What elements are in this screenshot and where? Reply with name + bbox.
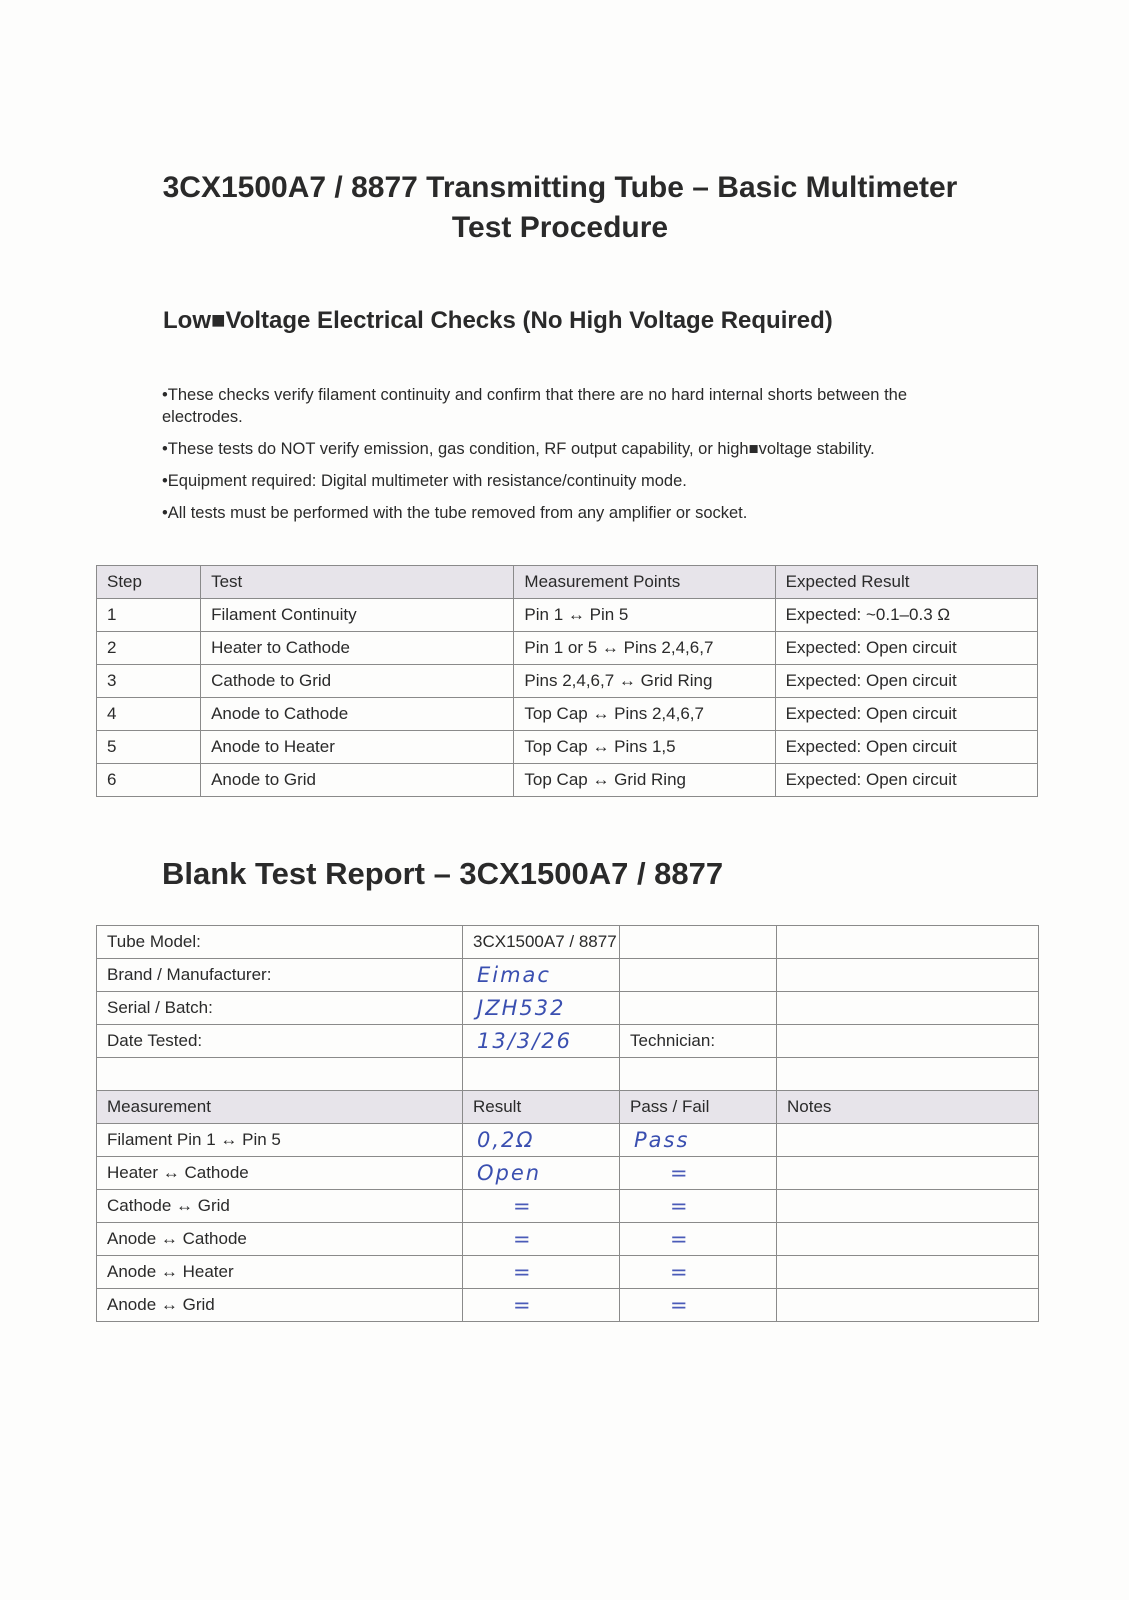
table-row bbox=[97, 1124, 1039, 1157]
technician-value bbox=[777, 1025, 1039, 1058]
date-row bbox=[97, 1025, 1039, 1058]
empty-cell bbox=[777, 926, 1039, 959]
table-row bbox=[97, 698, 1038, 731]
empty-cell bbox=[777, 992, 1039, 1025]
result-handwritten: Open bbox=[463, 1157, 620, 1190]
expected-cell: Expected: Open circuit bbox=[775, 764, 1037, 797]
empty-cell bbox=[620, 959, 777, 992]
bullet-item: • These checks verify filament continuity and confirm that there are no hard internal shorts between the electrodes. bbox=[162, 384, 982, 428]
expected-cell: Expected: ~0.1–0.3 Ω bbox=[775, 599, 1037, 632]
points-cell: Top Cap ↔ Pins 2,4,6,7 bbox=[514, 698, 775, 731]
step-cell: 6 bbox=[97, 764, 201, 797]
brand-handwritten: Eimac bbox=[463, 959, 620, 992]
step-cell: 1 bbox=[97, 599, 201, 632]
points-cell: Top Cap ↔ Grid Ring bbox=[514, 764, 775, 797]
result-handwritten: 0,2Ω bbox=[463, 1124, 620, 1157]
expected-cell: Expected: Open circuit bbox=[775, 731, 1037, 764]
table-row bbox=[97, 599, 1038, 632]
table-row bbox=[97, 764, 1038, 797]
header-cell: Expected Result bbox=[775, 566, 1037, 599]
measurement-cell: Filament Pin 1 ↔ Pin 5 bbox=[97, 1124, 463, 1157]
expected-cell: Expected: Open circuit bbox=[775, 665, 1037, 698]
step-cell: 4 bbox=[97, 698, 201, 731]
empty-cell bbox=[463, 1058, 620, 1091]
step-cell: 2 bbox=[97, 632, 201, 665]
bullet-list bbox=[162, 384, 982, 534]
test-cell: Anode to Grid bbox=[201, 764, 514, 797]
points-cell: Pin 1 ↔ Pin 5 bbox=[514, 599, 775, 632]
blank-row bbox=[97, 1058, 1039, 1091]
pass-fail-handwritten: = bbox=[620, 1256, 777, 1289]
test-cell: Anode to Heater bbox=[201, 731, 514, 764]
result-handwritten: = bbox=[463, 1190, 620, 1223]
measurement-cell: Anode ↔ Heater bbox=[97, 1256, 463, 1289]
table-row bbox=[97, 632, 1038, 665]
notes-cell bbox=[777, 1190, 1039, 1223]
notes-cell bbox=[777, 1256, 1039, 1289]
expected-cell: Expected: Open circuit bbox=[775, 698, 1037, 731]
table-row bbox=[97, 1157, 1039, 1190]
result-handwritten: = bbox=[463, 1223, 620, 1256]
bullet-item: • These tests do NOT verify emission, gas condition, RF output capability, or high■voltage stability. bbox=[162, 438, 982, 460]
header-cell: Step bbox=[97, 566, 201, 599]
serial-row bbox=[97, 992, 1039, 1025]
table-row bbox=[97, 1190, 1039, 1223]
table-row bbox=[97, 731, 1038, 764]
header-cell: Measurement bbox=[97, 1091, 463, 1124]
test-cell: Filament Continuity bbox=[201, 599, 514, 632]
empty-cell bbox=[777, 959, 1039, 992]
notes-cell bbox=[777, 1289, 1039, 1322]
header-cell: Measurement Points bbox=[514, 566, 775, 599]
measurement-cell: Anode ↔ Grid bbox=[97, 1289, 463, 1322]
date-handwritten: 13/3/26 bbox=[463, 1025, 620, 1058]
brand-label: Brand / Manufacturer: bbox=[97, 959, 463, 992]
technician-label: Technician: bbox=[620, 1025, 777, 1058]
table-row bbox=[97, 1289, 1039, 1322]
result-handwritten: = bbox=[463, 1289, 620, 1322]
header-cell: Test bbox=[201, 566, 514, 599]
measurement-cell: Heater ↔ Cathode bbox=[97, 1157, 463, 1190]
empty-cell bbox=[620, 1058, 777, 1091]
bullet-item: • All tests must be performed with the tube removed from any amplifier or socket. bbox=[162, 502, 982, 524]
empty-cell bbox=[777, 1058, 1039, 1091]
test-cell: Cathode to Grid bbox=[201, 665, 514, 698]
measurement-cell: Anode ↔ Cathode bbox=[97, 1223, 463, 1256]
table-row bbox=[97, 1223, 1039, 1256]
bullet-item: • Equipment required: Digital multimeter with resistance/continuity mode. bbox=[162, 470, 982, 492]
result-handwritten: = bbox=[463, 1256, 620, 1289]
report-header-row bbox=[97, 1091, 1039, 1124]
brand-row bbox=[97, 959, 1039, 992]
empty-cell bbox=[620, 926, 777, 959]
table-row bbox=[97, 665, 1038, 698]
procedure-table bbox=[96, 565, 1038, 797]
test-cell: Anode to Cathode bbox=[201, 698, 514, 731]
section-heading: Low■Voltage Electrical Checks (No High Voltage Required) bbox=[163, 307, 833, 334]
notes-cell bbox=[777, 1157, 1039, 1190]
header-cell: Result bbox=[463, 1091, 620, 1124]
pass-fail-handwritten: = bbox=[620, 1190, 777, 1223]
serial-label: Serial / Batch: bbox=[97, 992, 463, 1025]
measurement-cell: Cathode ↔ Grid bbox=[97, 1190, 463, 1223]
expected-cell: Expected: Open circuit bbox=[775, 632, 1037, 665]
tube-model-value: 3CX1500A7 / 8877 bbox=[463, 926, 620, 959]
points-cell: Pin 1 or 5 ↔ Pins 2,4,6,7 bbox=[514, 632, 775, 665]
header-cell: Notes bbox=[777, 1091, 1039, 1124]
header-cell: Pass / Fail bbox=[620, 1091, 777, 1124]
pass-fail-handwritten: = bbox=[620, 1289, 777, 1322]
step-cell: 5 bbox=[97, 731, 201, 764]
table-header-row bbox=[97, 566, 1038, 599]
points-cell: Pins 2,4,6,7 ↔ Grid Ring bbox=[514, 665, 775, 698]
tube-model-label: Tube Model: bbox=[97, 926, 463, 959]
report-heading: Blank Test Report – 3CX1500A7 / 8877 bbox=[162, 856, 724, 891]
pass-fail-handwritten: = bbox=[620, 1223, 777, 1256]
date-label: Date Tested: bbox=[97, 1025, 463, 1058]
table-row bbox=[97, 1256, 1039, 1289]
notes-cell bbox=[777, 1124, 1039, 1157]
test-cell: Heater to Cathode bbox=[201, 632, 514, 665]
serial-handwritten: JZH532 bbox=[463, 992, 620, 1025]
tube-model-row bbox=[97, 926, 1039, 959]
notes-cell bbox=[777, 1223, 1039, 1256]
pass-fail-handwritten: Pass bbox=[620, 1124, 777, 1157]
empty-cell bbox=[97, 1058, 463, 1091]
points-cell: Top Cap ↔ Pins 1,5 bbox=[514, 731, 775, 764]
step-cell: 3 bbox=[97, 665, 201, 698]
empty-cell bbox=[620, 992, 777, 1025]
page-title: 3CX1500A7 / 8877 Transmitting Tube – Basic Multimeter Test Procedure bbox=[162, 171, 958, 244]
pass-fail-handwritten: = bbox=[620, 1157, 777, 1190]
test-report-table bbox=[96, 925, 1039, 1322]
